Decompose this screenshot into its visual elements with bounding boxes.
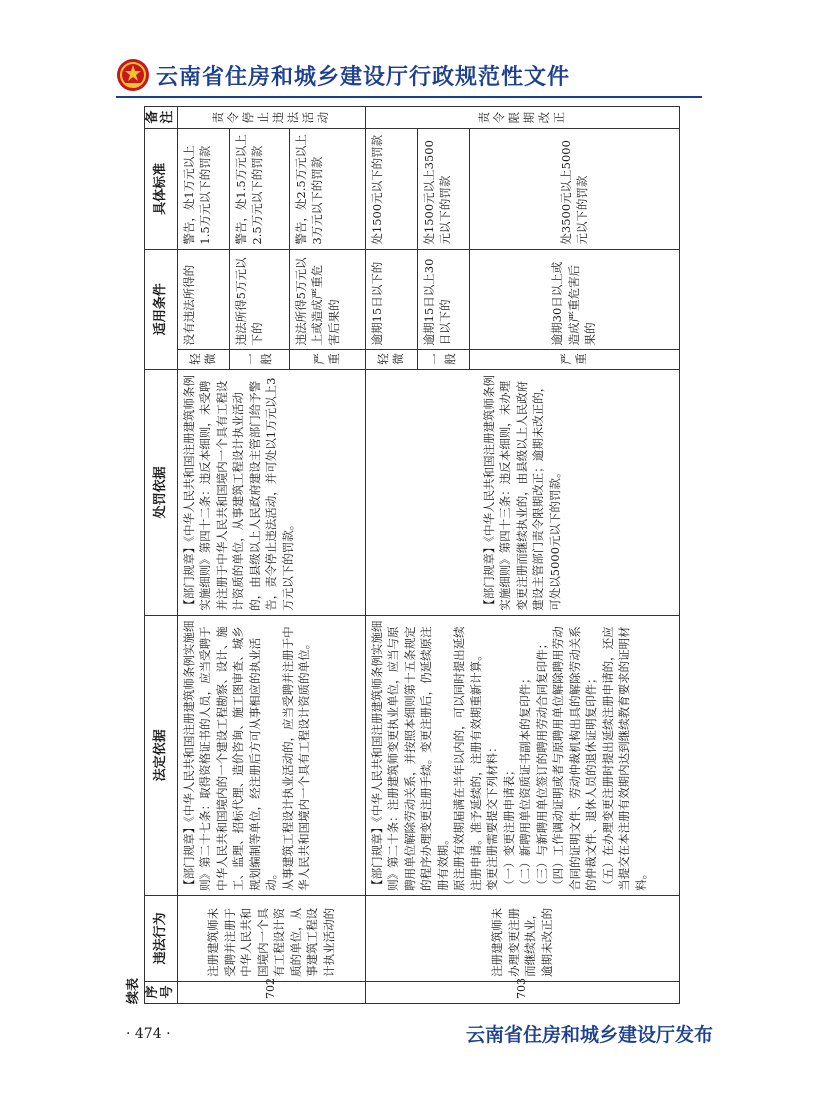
level-condition: 逾期15日以下的: [365, 249, 417, 350]
level-label: 一般: [417, 350, 469, 370]
header-punishment-basis: 处罚依据: [145, 370, 178, 616]
header-seq: 序号: [145, 981, 178, 1003]
row-remarks: 责令停止违法活动: [177, 107, 365, 129]
level-standard: 处3500元以上5000元以下的罚款: [469, 129, 679, 249]
header-legal-basis: 法定依据: [145, 615, 178, 895]
level-label: 严重: [289, 350, 365, 370]
row-legal-basis: 【部门规章】《中华人民共和国注册建筑师条例实施细则》第二十条：注册建筑师变更执业单位，应当与原聘用单位解除劳动关系，并按照本细则第十五条规定的程序办理变更注册手续。变更注册后，仍延续原注册有效期。 原注册有效期届满在半年以内的，可以同时提出延续注册申请。准予延续的，注册有效期重新计算。 变更注册需要提交下列材料： （一）变更注册申请表； （二）新聘用单位资质证书副本的复印件； （三）与新聘用单位签订的聘用劳动合同复印件； （四）工作调动证明或者与原聘用单位解除聘用劳动合同的证明文件、劳动仲裁机构出具的解除劳动关系的仲裁文件、退休人员的退休证明复印件； （五）在办理变更注册时提出延续注册申请的，还应当提交在本注册有效期内达到继续教育要求的证明材料。: [365, 615, 679, 895]
header-condition: 适用条件: [145, 249, 178, 369]
level-standard: 处1500元以上3500元以下的罚款: [417, 129, 469, 249]
row-punishment-basis: 【部门规章】《中华人民共和国注册建筑师条例实施细则》第四十三条：违反本细则，未办理变更注册而继续执业的，由县级以上人民政府建设主管部门责令限期改正；逾期未改正的，可处以5000元以下的罚款。: [365, 370, 679, 616]
level-standard: 处1500元以下的罚款: [365, 129, 417, 249]
row-legal-basis: 【部门规章】《中华人民共和国注册建筑师条例实施细则》第二十七条：取得资格证书的人员，应当受聘于中华人民共和国境内的一个建设工程勘察、设计、施工、监理、招标代理、造价咨询、施工图审查、城乡规划编制等单位，经注册后方可从事相应的执业活动。 从事建筑工程设计执业活动的，应当受聘并注册于中华人民共和国境内一个具有工程设计资质的单位。: [177, 615, 365, 895]
national-emblem-icon: [116, 58, 150, 92]
row-violation: 注册建筑师未受聘并注册于中华人民共和国境内一个具有工程设计资质的单位，从事建筑工程设计执业活动的: [177, 895, 365, 981]
level-condition: 逾期15日以上30日以下的: [417, 249, 469, 350]
landscape-table-page: [126, 106, 738, 1004]
row-seq: 703: [365, 981, 679, 1003]
row-violation: 注册建筑师未办理变更注册而继续执业，逾期未改正的: [365, 895, 679, 981]
table-header-row: [145, 107, 178, 1004]
table-row: [177, 107, 229, 1004]
level-condition: 逾期30日以上或造成严重危害后果的: [469, 249, 679, 350]
rotated-table-region: [126, 106, 738, 1004]
level-label: 严重: [469, 350, 679, 370]
page-number: · 474 ·: [126, 1026, 171, 1042]
row-seq: 702: [177, 981, 365, 1003]
level-standard: 警告，处1万元以上1.5万元以下的罚款: [177, 129, 229, 249]
level-standard: 警告，处1.5万元以上2.5万元以下的罚款: [229, 129, 289, 249]
row-remarks: 责令限期改正: [365, 107, 679, 129]
level-label: 一般: [229, 350, 289, 370]
header-divider: [116, 96, 702, 98]
publisher-footer: 云南省住房和城乡建设厅发布: [466, 1024, 714, 1046]
level-label: 轻微: [177, 350, 229, 370]
penalty-standard-table: [144, 106, 680, 1004]
level-standard: 警告，处2.5万元以上3万元以下的罚款: [289, 129, 365, 249]
header-violation: 违法行为: [145, 895, 178, 981]
level-condition: 违法所得5万元以下的: [229, 249, 289, 350]
continued-label: 续表: [126, 977, 141, 1004]
row-punishment-basis: 【部门规章】《中华人民共和国注册建筑师条例实施细则》第四十二条：违反本细则，未受聘并注册于中华人民共和国境内一个具有工程设计资质的单位，从事建筑工程设计执业活动的，由县级以上人民政府建设主管部门给予警告，责令停止违法活动，并可处以1万元以上3万元以下的罚款。: [177, 370, 365, 616]
page-header: [116, 58, 756, 94]
document-series-title: 云南省住房和城乡建设厅行政规范性文件: [156, 65, 571, 90]
level-condition: 违法所得5万元以上或造成严重危害后果的: [289, 249, 365, 350]
header-remarks: 备注: [145, 107, 178, 129]
level-condition: 没有违法所得的: [177, 249, 229, 350]
header-standard: 具体标准: [145, 129, 178, 249]
level-label: 轻微: [365, 350, 417, 370]
table-row: [365, 107, 417, 1004]
